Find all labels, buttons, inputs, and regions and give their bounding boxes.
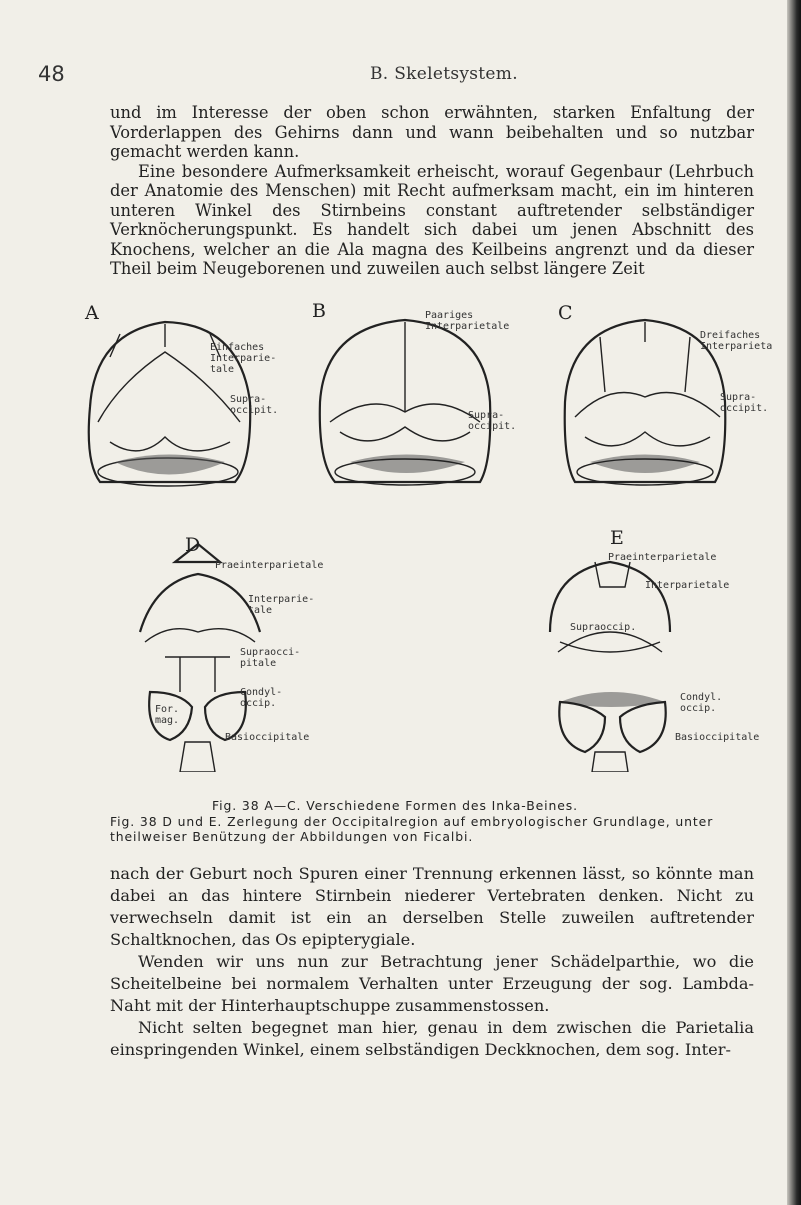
panel-d-label: Praeinterparietale xyxy=(215,560,324,571)
panel-d-label: Supraocci- pitale xyxy=(240,647,301,669)
paragraph: Wenden wir uns nun zur Betrachtung jener Schädelparthie, wo die Scheitelbeine bei normalem Verhalten unter Erzeugung der sog. Lambda-Naht mit der Hinterhauptschuppe zusammenstossen. xyxy=(110,952,754,1015)
paragraph: Eine besondere Aufmerksamkeit erheischt, worauf Gegenbaur (Lehrbuch der Anatomie des Menschen) mit Recht aufmerksam macht, ein im hinteren unteren Winkel des Stirnbeins constant auftretender selbständiger Verknöcherungspunkt. Es handelt sich dabei um jenen Abschnitt des Knochens, welcher an die Ala magna des Keilbeins angrenzt und da dieser Theil beim Neugeborenen und zuweilen auch selbst längere Zeit xyxy=(110,161,754,278)
panel-a-label: Supra- occipit. xyxy=(230,394,279,416)
paragraph: und im Interesse der oben schon erwähnten, starken Enfaltung der Vorderlappen des Gehirns dann und wann beibehalten und so nutzbar gemacht werden kann. xyxy=(110,103,754,161)
paragraph: Nicht selten begegnet man hier, genau in dem zwischen die Parietalia einspringenden Winkel, einem selbständigen Deckknochen, dem sog. Inter- xyxy=(110,1018,754,1059)
panel-e-label: Condyl. occip. xyxy=(680,692,723,714)
panel-e-letter: E xyxy=(610,527,624,549)
panel-c-letter: C xyxy=(558,302,573,324)
caption-line: Fig. 38 A—C. Verschiedene Formen des Inka-Beines. xyxy=(212,798,578,813)
panel-d-label: For. mag. xyxy=(155,704,180,726)
panel-b-label: Supra- occipit. xyxy=(468,410,517,432)
panel-b-letter: B xyxy=(312,300,326,322)
panel-e-label: Basioccipitale xyxy=(675,732,760,743)
panel-b-label: Paariges Interparietale xyxy=(425,310,510,332)
figure-caption xyxy=(110,798,760,845)
panel-e-label: Praeinterparietale xyxy=(608,552,717,563)
bottom-text-block xyxy=(110,863,754,1061)
panel-c-label: Supra- occipit. xyxy=(720,392,769,414)
panel-d-letter: D xyxy=(185,534,201,556)
running-head: B. Skeletsystem. xyxy=(370,64,518,84)
panel-e-drawing xyxy=(550,562,670,772)
panel-d-label: Basioccipitale xyxy=(225,732,310,743)
figure-38 xyxy=(80,300,780,772)
paragraph: nach der Geburt noch Spuren einer Trennung erkennen lässt, so könnte man dabei an das hintere Stirnbein niederer Vertebraten denken. Nicht zu verwechseln damit ist ein an derselben Stelle zuweilen auftretender Schaltknochen, das Os epipterygiale. xyxy=(110,864,754,949)
panel-e-label: Supraoccip. xyxy=(570,622,637,633)
top-text-block xyxy=(110,103,754,279)
page-number: 48 xyxy=(38,62,65,86)
panel-d-label: Condyl- occip. xyxy=(240,687,283,709)
panel-e-label: Interparietale xyxy=(645,580,730,591)
page-header xyxy=(0,62,801,86)
panel-a-label: Einfaches Interparie- tale xyxy=(210,342,277,375)
page-edge-shadow xyxy=(787,0,801,1205)
panel-d-label: Interparie- tale xyxy=(248,594,315,616)
panel-a-letter: A xyxy=(85,302,99,324)
panel-b-drawing xyxy=(320,320,490,485)
caption-line: Fig. 38 D und E. Zerlegung der Occipitalregion auf embryologischer Grundlage, unter theilweiser Benützung der Abbildungen von Ficalbi. xyxy=(110,813,714,844)
panel-c-label: Dreifaches Interparieta xyxy=(700,330,773,352)
